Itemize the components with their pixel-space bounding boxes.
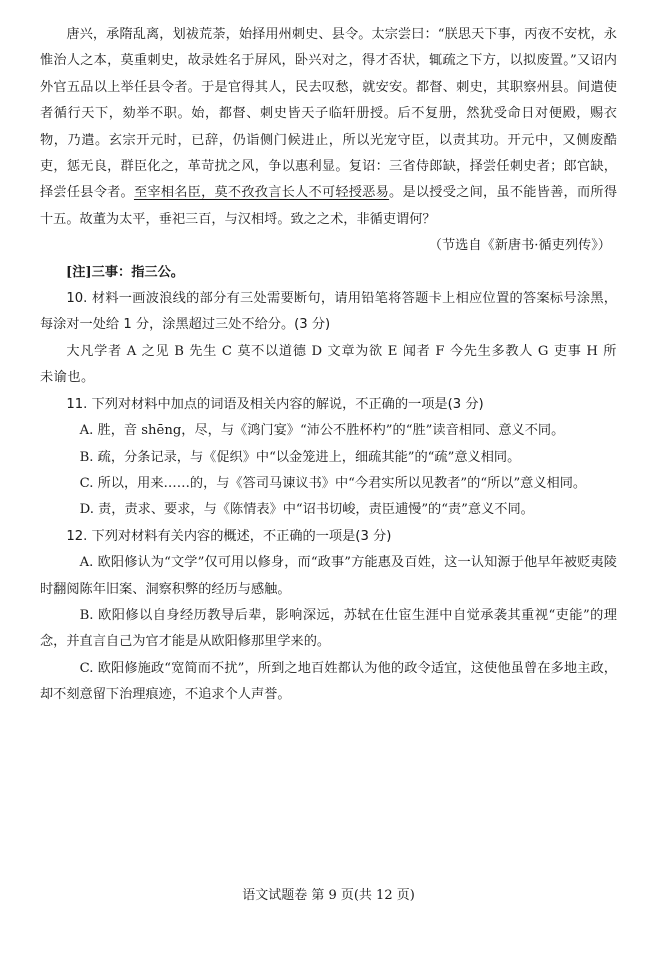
- question-11-option-d: D. 责，责求、要求，与《陈情表》中“诏书切峻，责臣逋慢”的“责”意义不同。: [79, 502, 534, 518]
- question-12-option-c: C. 欧阳修施政“宽简而不扰”，所到之地百姓都认为他的政令适宜，这使他虽曾在多地主政，却不刻意留下治理痕迹，不追求个人声誉。: [40, 660, 617, 703]
- question-11-option-a: A. 胜，音 shēng，尽，与《鸿门宴》“沛公不胜杯杓”的“胜”读音相同、意义不同。: [79, 423, 565, 439]
- question-11-stem: 11. 下列对材料中加点的词语及相关内容的解说，不正确的一项是(3 分): [66, 396, 484, 412]
- question-10-stem: 10. 材料一画波浪线的部分有三处需要断句，请用铅笔将答题卡上相应位置的答案标号涂黑，每涂对一处给 1 分，涂黑超过三处不给分。(3 分): [40, 291, 617, 333]
- passage-text-a: 唐兴，承隋乱离，划祓荒荼，始择用州刺史、县令。太宗尝曰：“朕思天下事，丙夜不安枕，永惟治人之本，莫重刺史，故录姓名于屏风，卧兴对之，得才否状，辄疏之下方，以拟废置。”又诏内外官五品以上举任县令者。于是官得其人，民去叹愁，就安安。都督、刺史，其职察州县。间遣使者循行天下，劾举不职。始，都督、刺史皆天子临轩册授。后不复册，然犹受命日对便殿，赐衣物，乃遣。玄宗开元时，已辞，仍诣侧门候进止，所以光宠守臣，以责其功。开元中，又侧废酷吏，惩无良，群臣化之，革苛扰之风，争以惠利显。复诏：三省侍郎缺，择尝任刺史者；郎官缺，择尝任县令者。: [40, 27, 617, 201]
- question-12-option-a: A. 欧阳修认为“文学”仅可用以修身，而“政事”方能惠及百姓，这一认知源于他早年被贬夷陵时翻阅陈年旧案、洞察积弊的经历与感触。: [40, 555, 617, 597]
- question-11-option-c: C. 所以，用来……的，与《答司马谏议书》中“今君实所以见教者”的“所以”意义相同。: [79, 475, 587, 491]
- question-10-text: 大凡学者 A 之见 B 先生 C 莫不以道德 D 文章为欲 E 闻者 F 今先生多教人 G 吏事 H 所未谕也。: [40, 343, 617, 386]
- passage-paragraph: [40, 22, 617, 233]
- question-11-option-b: B. 疏，分条记录，与《促织》中“以金笼进上，细疏其能”的“疏”意义相同。: [79, 449, 521, 465]
- passage-underlined-text: 至宰相名臣，莫不孜孜言长人不可轻授恶易: [133, 185, 390, 201]
- passage-note: [注]三事：指三公。: [66, 264, 184, 280]
- question-12-stem: 12. 下列对材料有关内容的概述，不正确的一项是(3 分): [66, 528, 392, 544]
- passage-source: （节选自《新唐书·循吏列传》）: [428, 238, 611, 254]
- passage-text-b: 。是以授受之间，虽不能皆善，而所得十五。故董为太平，垂祀三百，与汉相埒。致之之术，非循吏谓何？: [40, 185, 618, 227]
- question-12-option-b: B. 欧阳修以自身经历教导后辈，影响深远，苏轼在仕宦生涯中自觉承袭其重视“吏能”的理念，并直言自己为官才能是从欧阳修那里学来的。: [40, 607, 617, 650]
- page-footer: 语文试题卷 第 9 页(共 12 页): [242, 888, 415, 903]
